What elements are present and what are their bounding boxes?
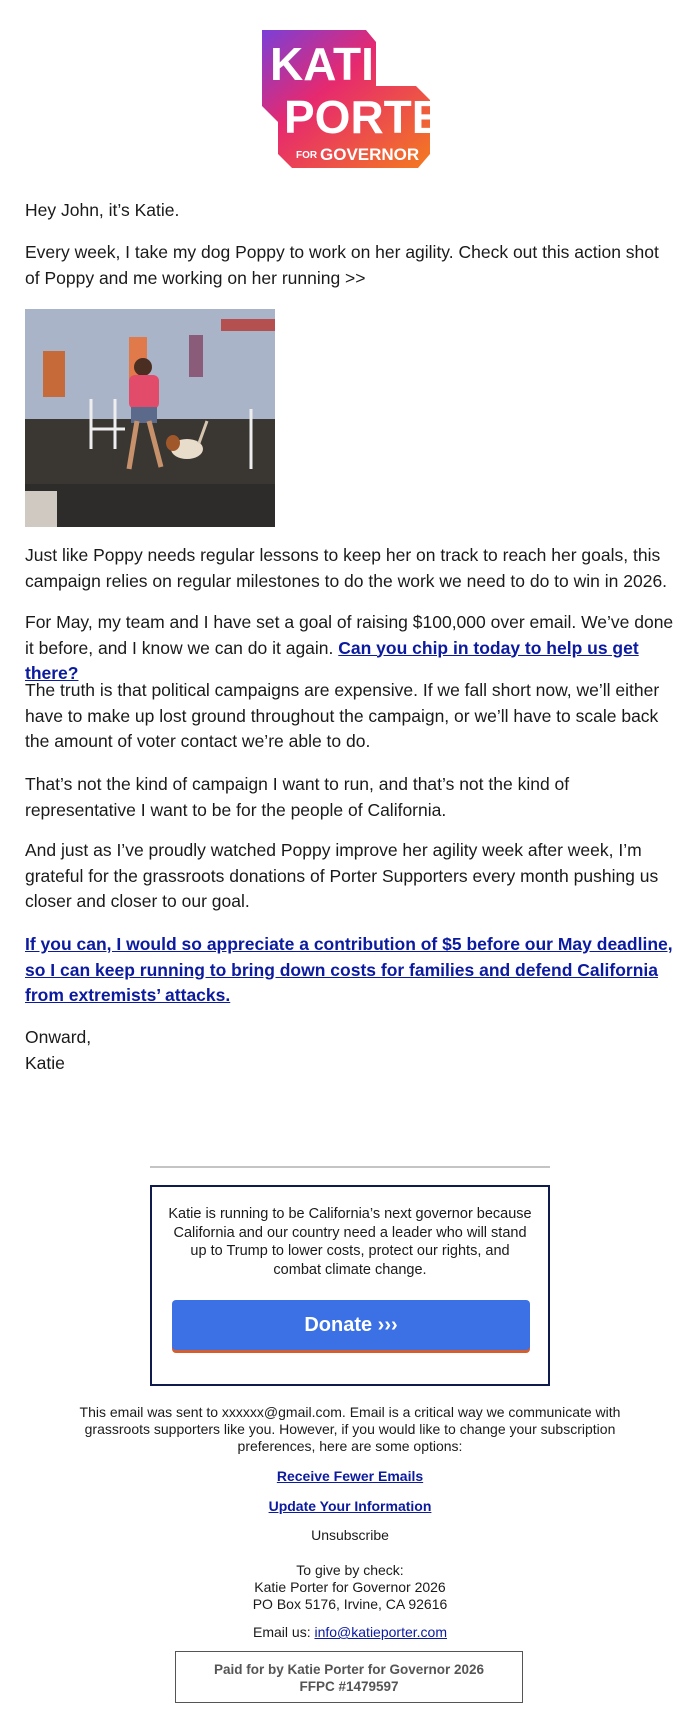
check-org: Katie Porter for Governor 2026 [254, 1579, 446, 1595]
logo-line2: PORTER [284, 91, 476, 143]
paragraph-6: And just as I’ve proudly watched Poppy improve her agility week after week, I’m grateful for the grassroots donations of Porter Supporters every month pushing us closer and closer to our goal. [25, 840, 659, 911]
paid-for-text: Paid for by Katie Porter for Governor 2026 [213, 1662, 485, 1677]
paid-for-disclaimer [175, 1651, 523, 1703]
footer-divider [150, 1166, 550, 1168]
donate-button[interactable]: Donate ››› [172, 1300, 530, 1350]
email-greeting: Hey John, it’s Katie. [25, 200, 180, 220]
fewer-emails-row [70, 1468, 630, 1485]
paragraph-4: The truth is that political campaigns are expensive. If we fall short now, we’ll either have to make up lost ground throughout the campaign, or we’ll have to scale back the amount of voter contact we’re able to do. [25, 680, 660, 751]
paragraph-3: For May, my team and I have set a goal of raising $100,000 over email. We’ve done it before, and I know we can do it again. Can you chip in today to help us get there? [25, 612, 674, 683]
chip-in-link[interactable]: Can you chip in today to help us get there? [25, 637, 639, 683]
logo-office: GOVERNOR [320, 145, 420, 164]
paragraph-1: Every week, I take my dog Poppy to work on her agility. Check out this action shot of Poppy and me working on her running >> [25, 242, 659, 288]
dog-agility-photo[interactable] [25, 309, 275, 527]
ffpc-number: FFPC #1479597 [299, 1679, 399, 1694]
signoff: Onward, Katie [25, 1025, 675, 1076]
campaign-logo [248, 30, 476, 172]
email-us-row [70, 1624, 630, 1641]
check-heading: To give by check: [296, 1562, 404, 1578]
contribution-link[interactable]: If you can, I would so appreciate a contribution of $5 before our May deadline, so I can keep running to bring down costs for families and defend California from extremists’ attacks. [25, 934, 673, 1005]
logo-for: FOR [296, 150, 318, 161]
paragraph-2: Just like Poppy needs regular lessons to keep her on track to reach her goals, this campaign relies on regular milestones to do the work we need to do to win in 2026. [25, 545, 668, 591]
email-us-label: Email us: [253, 1624, 315, 1640]
signature: Katie [25, 1052, 65, 1073]
sent-notice: This email was sent to xxxxxx@gmail.com. Email is a critical way we communicate with grassroots supporters like you. However, if you would like to change your subscription preferences, here are some options: [79, 1404, 621, 1454]
update-information-link[interactable]: Update Your Information [268, 1498, 432, 1514]
check-address: PO Box 5176, Irvine, CA 92616 [252, 1596, 448, 1612]
donate-box [150, 1185, 550, 1386]
contribution-cta [25, 932, 675, 1009]
email-address-link[interactable]: info@katieporter.com [314, 1624, 447, 1640]
update-info-row [70, 1498, 630, 1515]
donate-box-text: Katie is running to be California’s next governor because California and our country need a leader who will stand up to Trump to lower costs, protect our rights, and combat climate change. [168, 1206, 532, 1278]
unsubscribe-link[interactable]: Unsubscribe [311, 1527, 389, 1543]
logo-graphic [248, 30, 476, 172]
paragraph-5: That’s not the kind of campaign I want to run, and that’s not the kind of representative I want to be for the people of California. [25, 774, 570, 820]
photo-illustration [25, 309, 275, 527]
check-info [70, 1562, 630, 1613]
logo-line1: KATIE [270, 38, 405, 90]
receive-fewer-emails-link[interactable]: Receive Fewer Emails [276, 1468, 424, 1484]
